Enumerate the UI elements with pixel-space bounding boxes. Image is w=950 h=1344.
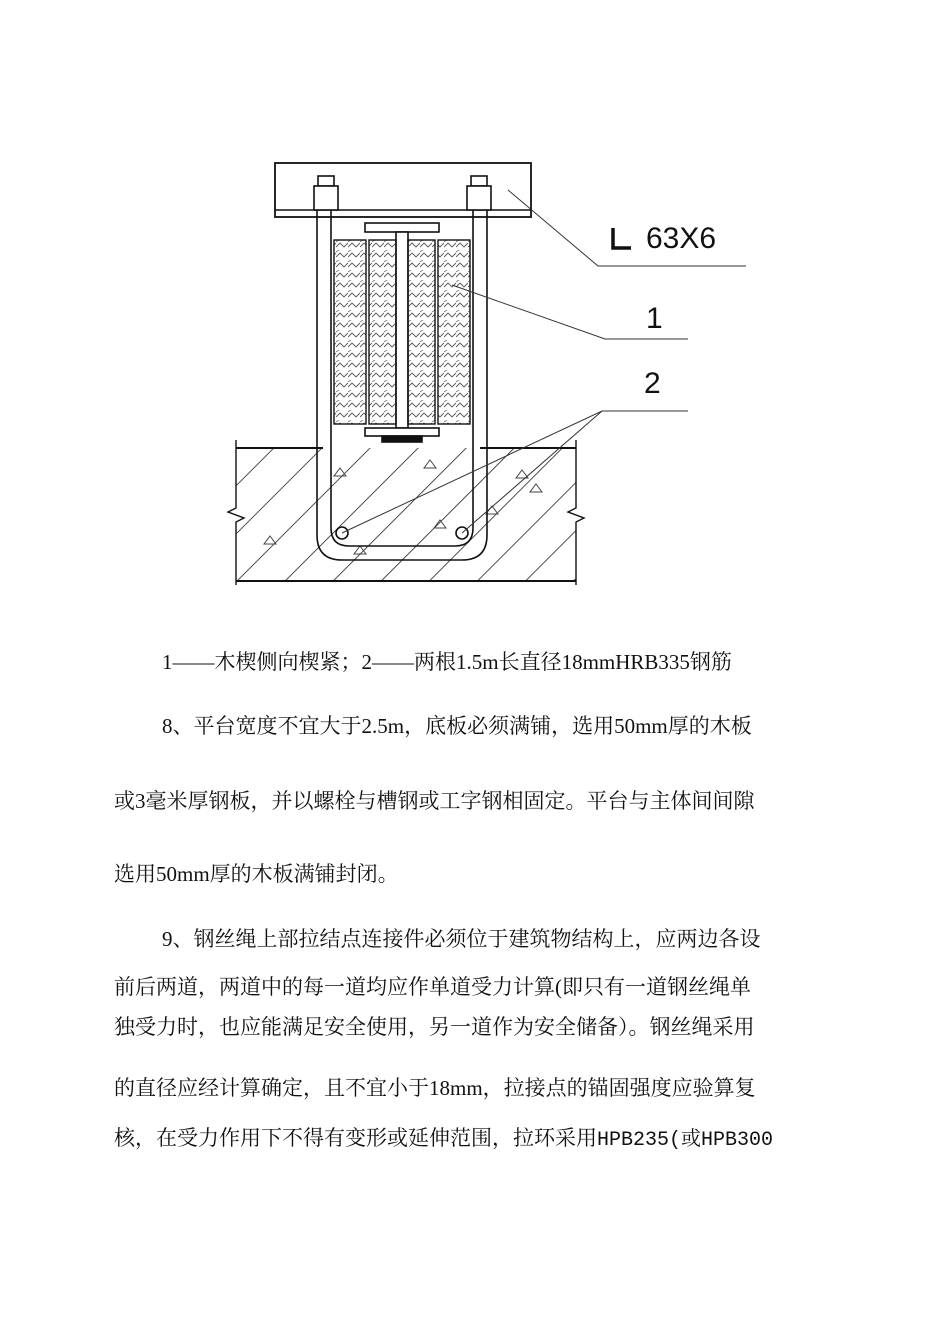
- concrete-slab: [228, 440, 584, 585]
- anchorage-detail-diagram: [0, 0, 950, 640]
- callout-1-label: 1: [646, 302, 663, 335]
- paragraph-8-line-2: 或3毫米厚钢板，并以螺栓与槽钢或工字钢相固定。平台与主体间间隙: [114, 789, 755, 813]
- callout-2-label: 2: [644, 367, 661, 400]
- paragraph-8-line-3: 选用50mm厚的木板满铺封闭。: [114, 862, 399, 886]
- paragraph-8-line-1: 8、平台宽度不宜大于2.5m，底板必须满铺，选用50mm厚的木板: [162, 714, 752, 738]
- angle-steel-label: [613, 222, 716, 255]
- paragraph-9-line-4: 的直径应经计算确定，且不宜小于18mm，拉接点的锚固强度应验算复: [114, 1076, 756, 1100]
- paragraph-9-line-5: [114, 1125, 773, 1154]
- angle-steel-size: 63X6: [646, 222, 717, 255]
- figure-caption: 1——木楔侧向楔紧；2——两根1.5m长直径18mmHRB335钢筋: [162, 650, 732, 674]
- paragraph-9-line-5-text: 核，在受力作用下不得有变形或延伸范围，拉环采用: [114, 1126, 597, 1150]
- paragraph-9-line-1: 9、钢丝绳上部拉结点连接件必须位于建筑物结构上，应两边各设: [162, 927, 761, 951]
- steel-grade-text: HPB235(或HPB300: [597, 1129, 774, 1152]
- paragraph-9-line-2: 前后两道，两道中的每一道均应作单道受力计算(即只有一道钢丝绳单: [114, 975, 751, 999]
- paragraph-9-line-3: 独受力时，也应能满足安全使用，另一道作为安全储备）。钢丝绳采用: [114, 1015, 755, 1039]
